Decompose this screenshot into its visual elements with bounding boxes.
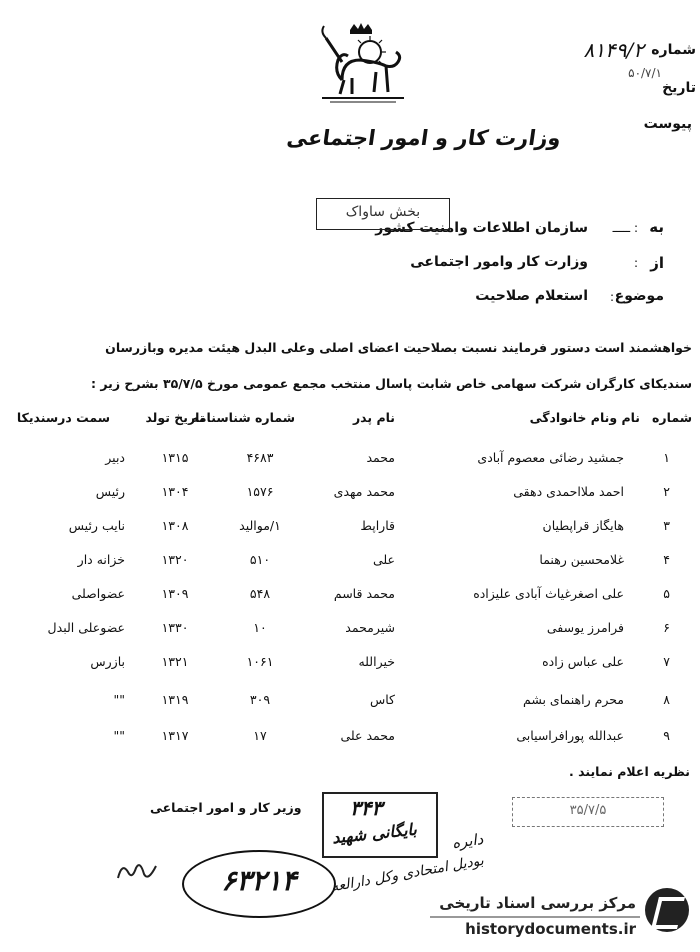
lion-and-sun-emblem-icon bbox=[312, 22, 410, 106]
from-label: از bbox=[650, 254, 664, 272]
table-row: ۶ فرامرز یوسفی شیرمحمد ۱۰ ۱۳۳۰ عضوعلی البدل bbox=[47, 620, 670, 635]
table-row: ۱ جمشید رضائی معصوم آبادی محمد ۴۶۸۳ ۱۳۱۵ دبیر bbox=[105, 450, 670, 465]
recipient-stamp: بخش ساواک bbox=[316, 198, 450, 230]
closing-request: نظریه اعلام نمایند . bbox=[569, 764, 690, 779]
watermark-url: historydocuments.ir bbox=[465, 920, 636, 938]
number-value: ۸۱۴۹/۲ bbox=[583, 38, 644, 62]
ministry-title: وزارت کار و امور اجتماعی bbox=[285, 126, 563, 150]
number-label: شماره bbox=[651, 42, 696, 58]
subject-value: استعلام صلاحیت bbox=[475, 288, 588, 304]
date-box-stamp: ۳۵/۷/۵ bbox=[512, 797, 664, 827]
to-dash: ـــــ : bbox=[612, 221, 638, 235]
handwritten-note-2: بودیل امتحادی وکل دارالعه bbox=[329, 852, 485, 896]
to-value: سازمان اطلاعات وامنیت کشور bbox=[375, 220, 588, 236]
header-father: نام پدر bbox=[352, 410, 395, 425]
handwritten-note-1: دایره bbox=[450, 829, 485, 853]
table-header bbox=[0, 410, 700, 440]
header-name: نام ونام خانوادگی bbox=[529, 410, 640, 425]
date-label: تاریخ bbox=[662, 80, 696, 96]
from-value: وزارت کار وامور اجتماعی bbox=[410, 254, 588, 270]
scribble-mark-icon bbox=[114, 858, 160, 886]
to-label: به bbox=[649, 218, 664, 236]
registration-oval-stamp: ۶۳۲۱۴ bbox=[182, 850, 336, 918]
subject-colon: : bbox=[609, 290, 614, 304]
table-row: ۲ احمد ملااحمدی دهقی محمد مهدی ۱۵۷۶ ۱۳۰۴ رئیس bbox=[95, 484, 670, 499]
watermark-line bbox=[430, 916, 640, 918]
archive-stamp: ۳۴۳ بایگانی شهید bbox=[322, 792, 438, 858]
date-value: ۵۰/۷/۱ bbox=[628, 66, 662, 80]
table-row: ۳ هایگاز قراپطیان قاراپط ۱/موالید ۱۳۰۸ نایب رئیس bbox=[68, 518, 670, 533]
table-row: ۷ علی عباس زاده خیرالله ۱۰۶۱ ۱۳۲۱ بازرس bbox=[90, 654, 670, 669]
from-colon: : bbox=[633, 256, 638, 270]
table-row: ۹ عبدالله پورافراسیابی محمد علی ۱۷ ۱۳۱۷ "" bbox=[113, 728, 670, 743]
header-id: شماره شناسنامه bbox=[191, 410, 295, 425]
watermark-title: مرکز بررسی اسناد تاریخی bbox=[439, 894, 636, 912]
signatory: وزیر کار و امور اجتماعی bbox=[150, 800, 302, 815]
header-role: سمت درسندیکا bbox=[16, 410, 110, 425]
header-num: شماره bbox=[652, 410, 692, 425]
archive-logo-icon bbox=[645, 888, 689, 932]
body-line-1: خواهشمند است دستور فرمایند نسبت بصلاحیت اعضای اصلی وعلی البدل هیئت مدیره وبازرسان bbox=[105, 340, 692, 355]
subject-label: موضوع bbox=[614, 288, 664, 304]
header-year: تاریخ تولد bbox=[145, 410, 205, 425]
table-row: ۵ علی اصغرغیاث آبادی علیزاده محمد قاسم ۵۴۸ ۱۳۰۹ عضواصلی bbox=[71, 586, 670, 601]
body-line-2: سندیکای کارگران شرکت سهامی خاص شابت پاسال منتخب مجمع عمومی مورخ ۳۵/۷/۵ بشرح زیر : bbox=[91, 376, 692, 391]
table-row: ۸ محرم راهنمای بشم کاس ۳۰۹ ۱۳۱۹ "" bbox=[113, 692, 670, 707]
table-row: ۴ غلامحسین رهنما علی ۵۱۰ ۱۳۲۰ خزانه دار bbox=[77, 552, 670, 567]
attachment-label: پیوست bbox=[643, 116, 692, 132]
